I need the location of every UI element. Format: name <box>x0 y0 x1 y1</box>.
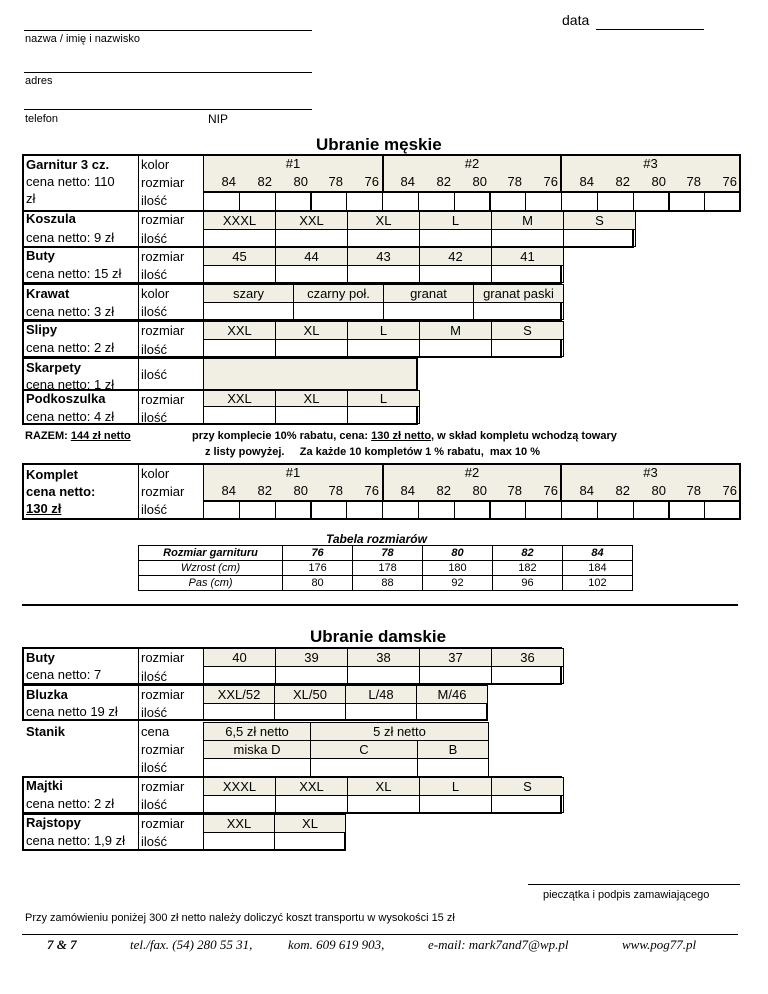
qty-cell[interactable] <box>418 501 455 520</box>
razem-value: 144 zł netto <box>70 430 131 442</box>
qty-cell[interactable] <box>345 703 417 720</box>
skarpety-qty-cell[interactable] <box>203 358 417 390</box>
size-value: 80 <box>293 174 308 189</box>
komplet-group3-label: #3 <box>643 465 658 480</box>
qty-cell[interactable] <box>203 501 240 520</box>
bluzka-name: Bluzka <box>26 687 68 702</box>
size-option: XXL <box>275 777 348 796</box>
size-table-cell: 176 <box>283 561 353 576</box>
size-value: 82 <box>257 174 272 189</box>
komplet-ilosc-label: ilość <box>141 502 168 517</box>
size-table-cell: 88 <box>353 576 423 591</box>
qty-cell[interactable] <box>203 795 276 813</box>
nip-label: NIP <box>208 112 229 126</box>
size-value: 76 <box>364 483 379 498</box>
stanik-size-option: B <box>417 740 489 759</box>
size-value: 82 <box>436 483 451 498</box>
size-table-caption: Tabela rozmiarów <box>326 532 427 546</box>
group2-label: #2 <box>464 156 480 171</box>
koszula-name: Koszula <box>26 211 76 226</box>
qty-cell[interactable] <box>597 192 634 211</box>
qty-cell[interactable] <box>275 501 312 520</box>
stanik-size-option: C <box>310 740 418 759</box>
size-option: L <box>419 211 492 230</box>
qty-cell[interactable] <box>454 192 491 211</box>
size-option: L <box>347 321 420 340</box>
qty-cell[interactable] <box>704 192 741 211</box>
komplet-price-value: 130 zł <box>26 501 62 516</box>
size-table-header: 82 <box>492 546 562 561</box>
footer-mobile: kom. 609 619 903, <box>288 937 385 952</box>
razem-line <box>25 430 131 442</box>
size-value: 84 <box>400 174 415 189</box>
label-divider <box>138 685 139 720</box>
podkoszulka-price: cena netto: 4 zł <box>26 409 115 424</box>
qty-cell[interactable] <box>203 703 275 720</box>
size-option: XL <box>347 211 420 230</box>
address-line[interactable] <box>24 72 312 73</box>
qty-cell[interactable] <box>239 192 276 211</box>
w-buty-price: cena netto: 7 <box>26 667 102 682</box>
qty-cell[interactable] <box>382 192 419 211</box>
komplet-group1-label: #1 <box>285 465 301 480</box>
size-table-cell: 96 <box>492 576 562 591</box>
size-option: XXL <box>275 211 348 230</box>
qty-cell[interactable] <box>416 703 488 720</box>
size-table-header: Rozmiar garnituru <box>139 546 283 561</box>
stanik-price-option: 5 zł netto <box>310 722 489 741</box>
garnitur-rozmiar-label: rozmiar <box>141 175 185 190</box>
slipy-rozmiar-label: rozmiar <box>141 323 185 338</box>
size-option: szary <box>203 284 294 303</box>
size-option: 39 <box>275 648 348 667</box>
address-label: adres <box>25 75 53 87</box>
qty-cell[interactable] <box>275 265 348 283</box>
size-option: 41 <box>491 247 564 266</box>
bluzka-rozmiar-label: rozmiar <box>141 687 185 702</box>
garnitur-kolor-label: kolor <box>141 157 170 172</box>
footer-divider <box>22 934 738 935</box>
size-option: 45 <box>203 247 276 266</box>
size-option: czarny poł. <box>293 284 384 303</box>
buty-ilosc-label: ilość <box>141 267 168 282</box>
label-divider <box>138 247 139 283</box>
label-divider <box>138 721 139 777</box>
label-divider <box>138 464 139 519</box>
men-section-title: Ubranie męskie <box>316 135 442 154</box>
transport-note: Przy zamówieniu poniżej 300 zł netto należy doliczyć koszt transportu w wysokości 15 zł <box>25 912 455 924</box>
size-option: S <box>491 321 564 340</box>
qty-cell[interactable] <box>419 229 492 247</box>
qty-cell[interactable] <box>203 339 276 357</box>
qty-cell[interactable] <box>633 501 670 520</box>
phone-line[interactable] <box>24 109 312 110</box>
footer-phone: tel./fax. (54) 280 55 31, <box>130 937 253 952</box>
size-option: S <box>563 211 636 230</box>
buty-name: Buty <box>26 248 55 263</box>
size-option: 40 <box>203 648 276 667</box>
size-option: XL <box>275 321 348 340</box>
komplet-name: Komplet <box>26 467 78 482</box>
signature-label: pieczątka i podpis zamawiającego <box>543 889 710 901</box>
size-option: 36 <box>491 648 564 667</box>
qty-cell[interactable] <box>310 192 347 211</box>
qty-cell[interactable] <box>704 501 741 520</box>
name-line[interactable] <box>24 30 312 31</box>
promo-line2: z listy powyżej. Za każde 10 kompletów 1 % rabatu, max 10 % <box>205 446 541 458</box>
stanik-ilosc-label: ilość <box>141 760 168 775</box>
qty-cell[interactable] <box>239 501 276 520</box>
garnitur-price-unit: zł <box>26 191 36 206</box>
size-option: XL <box>347 777 420 796</box>
size-value: 84 <box>579 483 594 498</box>
komplet-kolor-label: kolor <box>141 466 170 481</box>
qty-cell[interactable] <box>347 795 420 813</box>
date-label: data <box>562 12 590 28</box>
qty-cell[interactable] <box>668 192 705 211</box>
size-option: L/48 <box>345 685 417 704</box>
qty-cell[interactable] <box>347 666 420 684</box>
qty-cell[interactable] <box>274 703 346 720</box>
size-option: M/46 <box>416 685 488 704</box>
label-divider <box>138 284 139 320</box>
stanik-size-option: miska D <box>203 740 311 759</box>
size-value: 80 <box>472 483 487 498</box>
majtki-name: Majtki <box>26 778 63 793</box>
size-value: 84 <box>221 483 236 498</box>
qty-cell[interactable] <box>310 501 347 520</box>
qty-cell[interactable] <box>346 192 383 211</box>
stanik-price-option: 6,5 zł netto <box>203 722 311 741</box>
krawat-price: cena netto: 3 zł <box>26 304 115 319</box>
qty-cell[interactable] <box>491 265 564 283</box>
qty-cell[interactable] <box>489 192 526 211</box>
promo-text-a: przy komplecie 10% rabatu, cena: <box>192 430 372 442</box>
label-divider <box>138 321 139 357</box>
size-option: XXL <box>203 321 276 340</box>
size-option: M <box>419 321 492 340</box>
podkoszulka-rozmiar-label: rozmiar <box>141 392 185 407</box>
qty-cell[interactable] <box>275 666 348 684</box>
size-value: 78 <box>507 483 522 498</box>
qty-cell[interactable] <box>293 302 384 320</box>
qty-cell[interactable] <box>491 229 564 247</box>
size-value: 78 <box>507 174 522 189</box>
koszula-price: cena netto: 9 zł <box>26 230 115 245</box>
bluzka-ilosc-label: ilość <box>141 705 168 720</box>
signature-line[interactable] <box>528 884 740 885</box>
slipy-name: Slipy <box>26 322 58 337</box>
qty-cell[interactable] <box>489 501 526 520</box>
name-label: nazwa / imię i nazwisko <box>25 33 140 45</box>
qty-cell[interactable] <box>668 501 705 520</box>
label-divider <box>138 211 139 247</box>
size-table-row <box>139 546 633 561</box>
size-option: XL/50 <box>274 685 346 704</box>
qty-cell[interactable] <box>561 192 598 211</box>
size-value: 76 <box>722 174 737 189</box>
rajstopy-price: cena netto: 1,9 zł <box>26 833 126 848</box>
size-option: XL <box>274 814 346 833</box>
date-line[interactable] <box>596 29 704 30</box>
qty-cell[interactable] <box>347 265 420 283</box>
size-table-header: 84 <box>562 546 632 561</box>
rajstopy-ilosc-label: ilość <box>141 834 168 849</box>
group3-label: #3 <box>643 156 658 171</box>
label-divider <box>138 648 139 684</box>
size-table <box>138 545 633 591</box>
label-divider <box>138 358 139 390</box>
qty-cell[interactable] <box>419 666 492 684</box>
size-option: 44 <box>275 247 348 266</box>
koszula-rozmiar-label: rozmiar <box>141 212 185 227</box>
koszula-ilosc-label: ilość <box>141 231 168 246</box>
krawat-name: Krawat <box>26 286 70 301</box>
qty-cell[interactable] <box>417 758 489 777</box>
size-option: XXXL <box>203 211 276 230</box>
promo-text-b: , w skład kompletu wchodzą towary <box>431 430 617 442</box>
size-value: 76 <box>364 174 379 189</box>
skarpety-price: cena netto: 1 zł <box>26 377 115 392</box>
size-value: 78 <box>328 483 343 498</box>
rajstopy-name: Rajstopy <box>26 815 81 830</box>
qty-cell[interactable] <box>203 832 275 850</box>
size-table-row <box>139 576 633 591</box>
size-value: 82 <box>257 483 272 498</box>
qty-cell[interactable] <box>454 501 491 520</box>
size-value: 76 <box>722 483 737 498</box>
size-option: M <box>491 211 564 230</box>
size-table-cell: 102 <box>562 576 632 591</box>
qty-cell[interactable] <box>419 339 492 357</box>
size-table-header: 80 <box>423 546 493 561</box>
qty-cell[interactable] <box>419 795 492 813</box>
size-value: 78 <box>686 483 701 498</box>
label-divider <box>138 814 139 850</box>
slipy-ilosc-label: ilość <box>141 342 168 357</box>
promo-line1 <box>192 430 617 442</box>
size-value: 76 <box>543 174 558 189</box>
qty-cell[interactable] <box>275 339 348 357</box>
qty-cell[interactable] <box>274 832 346 850</box>
size-table-cell: 80 <box>283 576 353 591</box>
size-table-cell: Wzrost (cm) <box>139 561 283 576</box>
slipy-price: cena netto: 2 zł <box>26 340 115 355</box>
qty-cell[interactable] <box>491 666 564 684</box>
size-option: 37 <box>419 648 492 667</box>
qty-cell[interactable] <box>310 758 418 777</box>
size-table-cell: 178 <box>353 561 423 576</box>
buty-rozmiar-label: rozmiar <box>141 249 185 264</box>
podkoszulka-ilosc-label: ilość <box>141 410 168 425</box>
qty-cell[interactable] <box>633 192 670 211</box>
podkoszulka-name: Podkoszulka <box>26 391 106 406</box>
bluzka-price: cena netto 19 zł <box>26 704 118 719</box>
size-option: XXL/52 <box>203 685 275 704</box>
size-value: 84 <box>400 483 415 498</box>
garnitur-price: cena netto: 110 <box>26 174 115 189</box>
size-option: granat paski <box>473 284 564 303</box>
label-divider <box>138 155 139 211</box>
rajstopy-rozmiar-label: rozmiar <box>141 816 185 831</box>
qty-cell[interactable] <box>275 229 348 247</box>
komplet-price: cena netto: <box>26 484 96 499</box>
size-option: 43 <box>347 247 420 266</box>
size-value: 82 <box>615 483 630 498</box>
qty-cell[interactable] <box>346 501 383 520</box>
phone-label: telefon <box>25 113 59 125</box>
qty-cell[interactable] <box>347 339 420 357</box>
women-section-title: Ubranie damskie <box>310 627 447 646</box>
size-table-cell: 180 <box>423 561 493 576</box>
size-value: 80 <box>293 483 308 498</box>
size-value: 78 <box>686 174 701 189</box>
qty-cell[interactable] <box>275 795 348 813</box>
size-table-cell: 184 <box>562 561 632 576</box>
qty-cell[interactable] <box>203 758 311 777</box>
label-divider <box>138 777 139 813</box>
size-option: S <box>491 777 564 796</box>
w-buty-name: Buty <box>26 650 55 665</box>
qty-cell[interactable] <box>525 192 562 211</box>
stanik-cena-label: cena <box>141 724 170 739</box>
size-option: L <box>347 390 420 407</box>
majtki-price: cena netto: 2 zł <box>26 796 115 811</box>
qty-cell[interactable] <box>203 192 240 211</box>
size-value: 80 <box>472 174 487 189</box>
size-value: 76 <box>543 483 558 498</box>
qty-cell[interactable] <box>473 302 564 320</box>
buty-price: cena netto: 15 zł <box>26 266 122 281</box>
size-value: 80 <box>651 483 666 498</box>
qty-cell[interactable] <box>563 229 636 247</box>
qty-cell[interactable] <box>491 795 564 813</box>
size-option: XL <box>275 390 348 407</box>
promo-price: 130 zł netto <box>371 430 432 442</box>
size-value: 80 <box>651 174 666 189</box>
size-value: 78 <box>328 174 343 189</box>
krawat-kolor-label: kolor <box>141 286 170 301</box>
garnitur-ilosc-label: ilość <box>141 193 168 208</box>
qty-cell[interactable] <box>347 406 420 424</box>
size-table-cell: 182 <box>492 561 562 576</box>
size-table-cell: Pas (cm) <box>139 576 283 591</box>
qty-cell[interactable] <box>203 302 294 320</box>
stanik-name: Stanik <box>26 724 66 739</box>
skarpety-ilosc-label: ilość <box>141 367 168 382</box>
qty-cell[interactable] <box>347 229 420 247</box>
qty-cell[interactable] <box>525 501 562 520</box>
komplet-rozmiar-label: rozmiar <box>141 484 185 499</box>
qty-cell[interactable] <box>203 229 276 247</box>
qty-cell[interactable] <box>203 406 276 424</box>
qty-cell[interactable] <box>203 666 276 684</box>
group1-label: #1 <box>285 156 301 171</box>
size-table-header: 78 <box>353 546 423 561</box>
qty-cell[interactable] <box>419 265 492 283</box>
label-divider <box>138 390 139 424</box>
footer-web[interactable]: www.pog77.pl <box>622 937 697 952</box>
size-option: L <box>419 777 492 796</box>
krawat-ilosc-label: ilość <box>141 304 168 319</box>
qty-cell[interactable] <box>491 339 564 357</box>
qty-cell[interactable] <box>382 501 419 520</box>
qty-cell[interactable] <box>561 501 598 520</box>
w-buty-rozmiar-label: rozmiar <box>141 650 185 665</box>
razem-label: RAZEM: <box>25 430 71 442</box>
size-table-row <box>139 561 633 576</box>
qty-cell[interactable] <box>383 302 474 320</box>
footer-brand: 7 & 7 <box>47 937 77 952</box>
qty-cell[interactable] <box>418 192 455 211</box>
skarpety-name: Skarpety <box>26 360 81 375</box>
size-value: 84 <box>221 174 236 189</box>
majtki-rozmiar-label: rozmiar <box>141 779 185 794</box>
size-value: 82 <box>615 174 630 189</box>
size-option: granat <box>383 284 474 303</box>
size-option: XXL <box>203 814 275 833</box>
footer-email: e-mail: mark7and7@wp.pl <box>428 937 569 952</box>
size-option: XXL <box>203 390 276 407</box>
majtki-ilosc-label: ilość <box>141 797 168 812</box>
size-option: 38 <box>347 648 420 667</box>
garnitur-name: Garnitur 3 cz. <box>26 157 110 172</box>
stanik-rozmiar-label: rozmiar <box>141 742 185 757</box>
qty-cell[interactable] <box>275 192 312 211</box>
komplet-group2-label: #2 <box>464 465 480 480</box>
w-buty-ilosc-label: ilość <box>141 669 168 684</box>
size-table-cell: 92 <box>423 576 493 591</box>
qty-cell[interactable] <box>275 406 348 424</box>
qty-cell[interactable] <box>203 265 276 283</box>
size-option: 42 <box>419 247 492 266</box>
section-divider <box>22 604 738 606</box>
size-value: 82 <box>436 174 451 189</box>
size-option: XXXL <box>203 777 276 796</box>
size-value: 84 <box>579 174 594 189</box>
size-table-header: 76 <box>283 546 353 561</box>
qty-cell[interactable] <box>597 501 634 520</box>
